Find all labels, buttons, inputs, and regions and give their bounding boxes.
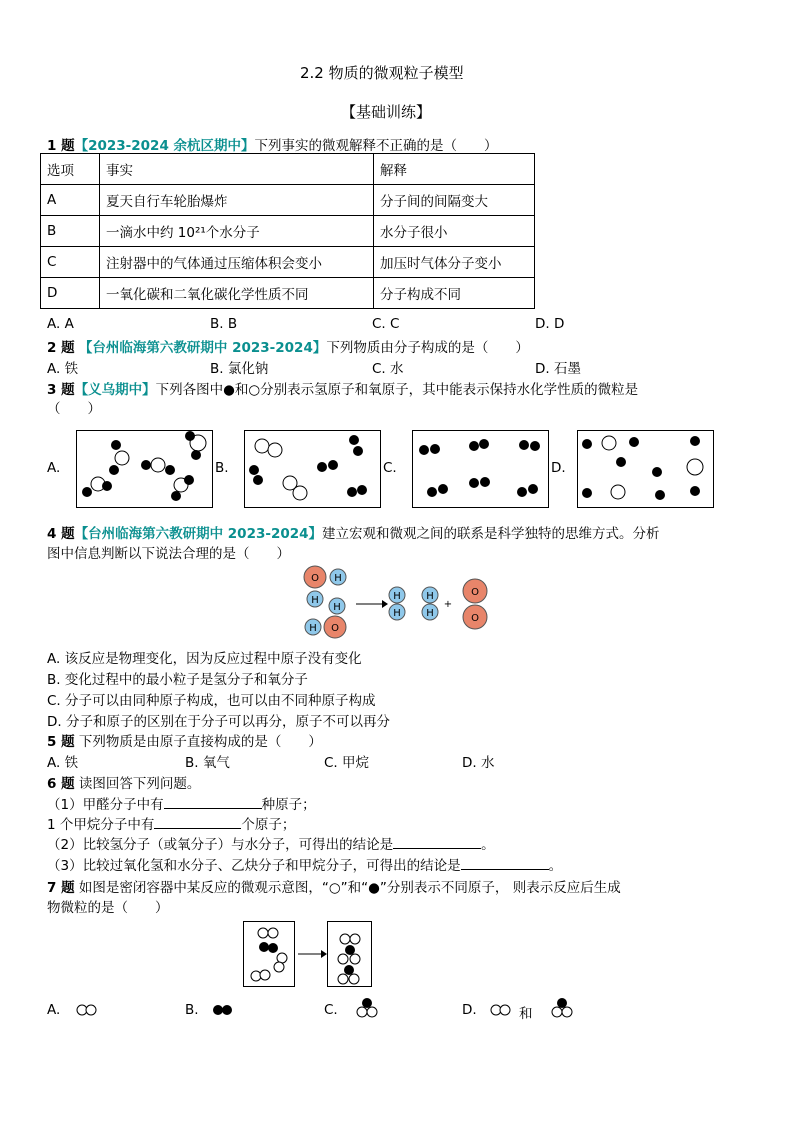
q6-line-1	[47, 793, 316, 813]
q7-number: 7 题	[47, 880, 75, 896]
q6-number: 6 题	[47, 776, 75, 792]
q6-blank-4[interactable]	[461, 857, 549, 870]
q1-source-tag: 【2023-2024 余杭区期中】	[74, 138, 255, 154]
q3-option-b[interactable]: B.	[215, 460, 229, 476]
table-row	[41, 247, 535, 278]
q6-line-1-end: 种原子；	[261, 797, 316, 813]
table-cell: 一滴水中约 10²¹个水分子	[100, 216, 374, 247]
q3-answer-bracket: （ ）	[47, 401, 101, 417]
table-cell: B	[41, 216, 100, 247]
table-cell: C	[41, 247, 100, 278]
page-title: 2.2 物质的微观粒子模型	[300, 64, 464, 82]
atom-label: H	[334, 573, 342, 584]
q2-option-a[interactable]: A. 铁	[47, 361, 79, 377]
table-cell: 注射器中的气体通过压缩体积会变小	[100, 247, 374, 278]
q3-diagram-d	[577, 430, 714, 508]
q3-diagram-c	[412, 430, 549, 508]
q6-line-4	[47, 854, 562, 874]
atom-label: H	[426, 608, 434, 619]
table-row	[41, 278, 535, 309]
table-row	[41, 216, 535, 247]
q4-option-a[interactable]: A. 该反应是物理变化，因为反应过程中原子没有变化	[47, 651, 362, 667]
q3-number: 3 题	[47, 382, 75, 398]
table-cell: 分子间的间隔变大	[374, 185, 535, 216]
table-cell: 加压时气体分子变小	[374, 247, 535, 278]
q3-option-a[interactable]: A.	[47, 460, 61, 476]
q7-option-a-particle	[75, 1003, 99, 1017]
q1-option-a[interactable]: A. A	[47, 316, 74, 332]
q7-option-d-and: 和	[519, 1006, 533, 1022]
table-cell: 水分子很小	[374, 216, 535, 247]
q6-line-1-text: （1）甲醛分子中有	[47, 797, 164, 813]
q6-line-4-text: （3）比较过氧化氢和水分子、乙炔分子和甲烷分子，可得出的结论是	[47, 858, 461, 874]
q7-option-b[interactable]: B.	[185, 1002, 199, 1018]
q1-table	[40, 153, 535, 309]
q5-option-c[interactable]: C. 甲烷	[324, 755, 370, 771]
q7-option-b-particle	[211, 1003, 235, 1017]
q1-option-d[interactable]: D. D	[535, 316, 565, 332]
q4-source-tag: 【台州临海第六教研期中 2023-2024】	[74, 526, 323, 542]
table-header-row	[41, 154, 535, 185]
q6-stem	[47, 772, 200, 792]
q5-option-d[interactable]: D. 水	[462, 755, 495, 771]
q2-source-tag: 【台州临海第六教研期中 2023-2024】	[78, 340, 327, 356]
atom-label: H	[333, 602, 341, 613]
q7-text: 如图是密闭容器中某反应的微观示意图，“○”和“●”分别表示不同原子， 则表示反应后生成	[78, 880, 621, 896]
q6-line-3-end: 。	[481, 837, 495, 853]
table-cell: A	[41, 185, 100, 216]
q7-stem	[47, 876, 621, 896]
table-cell: 分子构成不同	[374, 278, 535, 309]
q5-number: 5 题	[47, 734, 75, 750]
q1-option-b[interactable]: B. B	[210, 316, 238, 332]
q3-option-c[interactable]: C.	[383, 460, 397, 476]
table-header-cell: 解释	[374, 154, 535, 185]
atom-label: O	[471, 587, 479, 598]
q4-number: 4 题	[47, 526, 75, 542]
atom-label: H	[309, 623, 317, 634]
q1-number: 1 题	[47, 138, 75, 154]
q1-option-c[interactable]: C. C	[372, 316, 400, 332]
q4-option-b[interactable]: B. 变化过程中的最小粒子是氢分子和氧分子	[47, 672, 308, 688]
q7-stem-line2: 物微粒的是（ ）	[47, 900, 169, 916]
table-cell: 夏天自行车轮胎爆炸	[100, 185, 374, 216]
atom-label: H	[393, 608, 401, 619]
table-row	[41, 185, 535, 216]
q7-option-d-particle-2	[549, 997, 575, 1019]
q7-reaction-diagram	[243, 919, 375, 989]
q4-option-d[interactable]: D. 分子和原子的区别在于分子可以再分，原子不可以再分	[47, 714, 390, 730]
q6-line-2	[47, 813, 295, 833]
q1-text: 下列事实的微观解释不正确的是（ ）	[254, 138, 498, 154]
q7-option-c-particle	[354, 997, 380, 1019]
q4-option-c[interactable]: C. 分子可以由同种原子构成，也可以由不同种原子构成	[47, 693, 376, 709]
q2-option-c[interactable]: C. 水	[372, 361, 404, 377]
q6-line-2-text: 1 个甲烷分子中有	[47, 817, 155, 833]
q6-blank-3[interactable]	[393, 836, 481, 849]
q6-text: 读图回答下列问题。	[78, 776, 201, 792]
q6-blank-2[interactable]	[154, 816, 241, 829]
q7-option-a[interactable]: A.	[47, 1002, 61, 1018]
q7-option-c[interactable]: C.	[324, 1002, 338, 1018]
atom-label: H	[426, 591, 434, 602]
q3-diagram-b	[244, 430, 381, 508]
atom-label: O	[311, 573, 319, 584]
q2-stem	[47, 336, 529, 356]
q6-line-2-end: 个原子；	[241, 817, 296, 833]
q7-option-d[interactable]: D.	[462, 1002, 477, 1018]
q2-option-b[interactable]: B. 氯化钠	[210, 361, 269, 377]
table-header-cell: 选项	[41, 154, 100, 185]
q6-line-3-text: （2）比较氢分子（或氧分子）与水分子，可得出的结论是	[47, 837, 394, 853]
q3-stem	[47, 378, 638, 398]
table-cell: D	[41, 278, 100, 309]
atom-label: H	[393, 591, 401, 602]
q5-option-b[interactable]: B. 氧气	[185, 755, 230, 771]
q6-line-4-end: 。	[548, 858, 563, 874]
q5-option-a[interactable]: A. 铁	[47, 755, 79, 771]
q3-option-d[interactable]: D.	[551, 460, 566, 476]
table-cell: 一氧化碳和二氧化碳化学性质不同	[100, 278, 374, 309]
q6-line-3	[47, 833, 495, 853]
q5-stem	[47, 730, 322, 750]
table-header-cell: 事实	[100, 154, 374, 185]
q4-reaction-diagram	[298, 562, 498, 642]
q7-option-d-particle-1	[489, 1003, 513, 1017]
q4-text: 建立宏观和微观之间的联系是科学独特的思维方式。分析	[322, 526, 660, 542]
q3-text: 下列各图中●和○分别表示氢原子和氧原子，其中能表示保持水化学性质的微粒是	[155, 382, 639, 398]
atom-label: O	[331, 623, 339, 634]
plus-sign: +	[443, 599, 453, 610]
atom-label: H	[311, 595, 319, 606]
q2-number: 2 题	[47, 340, 75, 356]
q3-diagram-a	[76, 430, 213, 508]
q6-blank-1[interactable]	[164, 796, 262, 809]
atom-label: O	[471, 613, 479, 624]
q2-text: 下列物质由分子构成的是（ ）	[326, 340, 529, 356]
q3-source-tag: 【义乌期中】	[74, 382, 156, 398]
q1-stem	[47, 134, 498, 154]
q4-stem	[47, 522, 660, 542]
q4-stem-line2: 图中信息判断以下说法合理的是（ ）	[47, 546, 290, 562]
q5-text: 下列物质是由原子直接构成的是（ ）	[78, 734, 322, 750]
section-heading: 【基础训练】	[341, 103, 432, 121]
q2-option-d[interactable]: D. 石墨	[535, 361, 581, 377]
